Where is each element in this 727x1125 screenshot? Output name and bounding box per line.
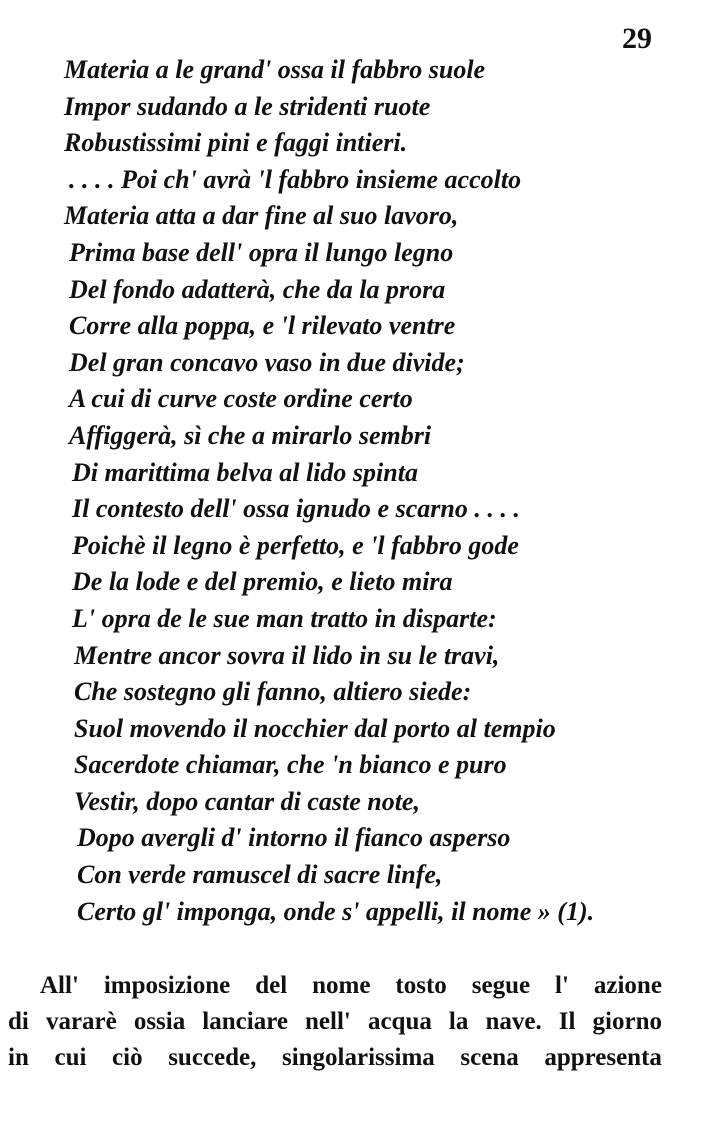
prose-word: l' bbox=[555, 972, 569, 999]
prose-word: tosto bbox=[395, 972, 447, 999]
verse-line: Affiggerà, sì che a mirarlo sembri bbox=[69, 420, 432, 450]
verse-line: Sacerdote chiamar, che 'n bianco e puro bbox=[74, 750, 507, 780]
prose-line bbox=[8, 1004, 662, 1040]
prose-word: azione bbox=[593, 972, 662, 999]
verse-line: Mentre ancor sovra il lido in su le travi, bbox=[74, 640, 500, 670]
verse-line: L' opra de le sue man tratto in disparte: bbox=[72, 603, 497, 633]
prose-word: nave. bbox=[485, 1008, 542, 1035]
prose-word: All' bbox=[40, 972, 79, 999]
prose-word: ossia bbox=[133, 1008, 186, 1035]
prose-word: segue bbox=[471, 972, 531, 999]
verse-line: Prima base dell' opra il lungo legno bbox=[69, 237, 454, 267]
verse-line: Vestir, dopo cantar di caste note, bbox=[74, 786, 420, 816]
prose-word: ciò bbox=[112, 1044, 143, 1071]
prose-word: in bbox=[8, 1044, 29, 1071]
verse-line: Del gran concavo vaso in due divide; bbox=[69, 347, 465, 377]
prose-line bbox=[8, 968, 662, 1004]
prose-word: vararè bbox=[45, 1008, 117, 1035]
verse-block bbox=[62, 52, 672, 930]
verse-line: Dopo avergli d' intorno il fianco asperso bbox=[77, 823, 511, 853]
prose-word: acqua bbox=[367, 1008, 432, 1035]
verse-line: Di marittima belva al lido spinta bbox=[72, 457, 418, 487]
prose-word: Il bbox=[558, 1008, 576, 1035]
verse-line: Che sostegno gli fanno, altiero siede: bbox=[74, 677, 472, 707]
prose-word: scena bbox=[460, 1044, 519, 1071]
prose-word: giorno bbox=[592, 1008, 662, 1035]
verse-line: Certo gl' imponga, onde s' appelli, il nome » (1). bbox=[77, 896, 595, 926]
prose-word: nome bbox=[312, 972, 371, 999]
verse-line: Materia atta a dar fine al suo lavoro, bbox=[64, 201, 459, 231]
verse-line: . . . . Poi ch' avrà 'l fabbro insieme accolto bbox=[69, 164, 522, 194]
page-number: 29 bbox=[622, 22, 652, 55]
verse-line: Robustissimi pini e faggi intieri. bbox=[64, 128, 408, 158]
prose-paragraph bbox=[8, 968, 662, 1076]
prose-word: appresenta bbox=[544, 1044, 662, 1071]
verse-line: Corre alla poppa, e 'l rilevato ventre bbox=[69, 311, 456, 341]
verse-line: Materia a le grand' ossa il fabbro suole bbox=[64, 55, 486, 84]
prose-word: la bbox=[448, 1008, 469, 1035]
prose-word: del bbox=[255, 972, 288, 999]
prose-word: imposizione bbox=[103, 972, 231, 999]
verse-line: Poichè il legno è perfetto, e 'l fabbro gode bbox=[72, 530, 519, 560]
prose-word: succede, bbox=[168, 1044, 257, 1071]
prose-word: singolarissima bbox=[281, 1044, 435, 1071]
prose-word: nell' bbox=[305, 1008, 351, 1035]
verse-line: Impor sudando a le stridenti ruote bbox=[64, 91, 431, 121]
verse-line: Del fondo adatterà, che da la prora bbox=[69, 274, 446, 304]
verse-line: A cui di curve coste ordine certo bbox=[69, 384, 413, 414]
prose-line bbox=[8, 1040, 662, 1076]
verse-line: De la lode e del premio, e lieto mira bbox=[72, 567, 453, 597]
verse-line: Il contesto dell' ossa ignudo e scarno . . . . bbox=[72, 494, 520, 524]
prose-word: di bbox=[8, 1008, 29, 1035]
verse-line: Con verde ramuscel di sacre linfe, bbox=[77, 860, 443, 890]
prose-word: cui bbox=[54, 1044, 87, 1071]
prose-word: lanciare bbox=[202, 1008, 288, 1035]
verse-line: Suol movendo il nocchier dal porto al tempio bbox=[74, 713, 556, 743]
